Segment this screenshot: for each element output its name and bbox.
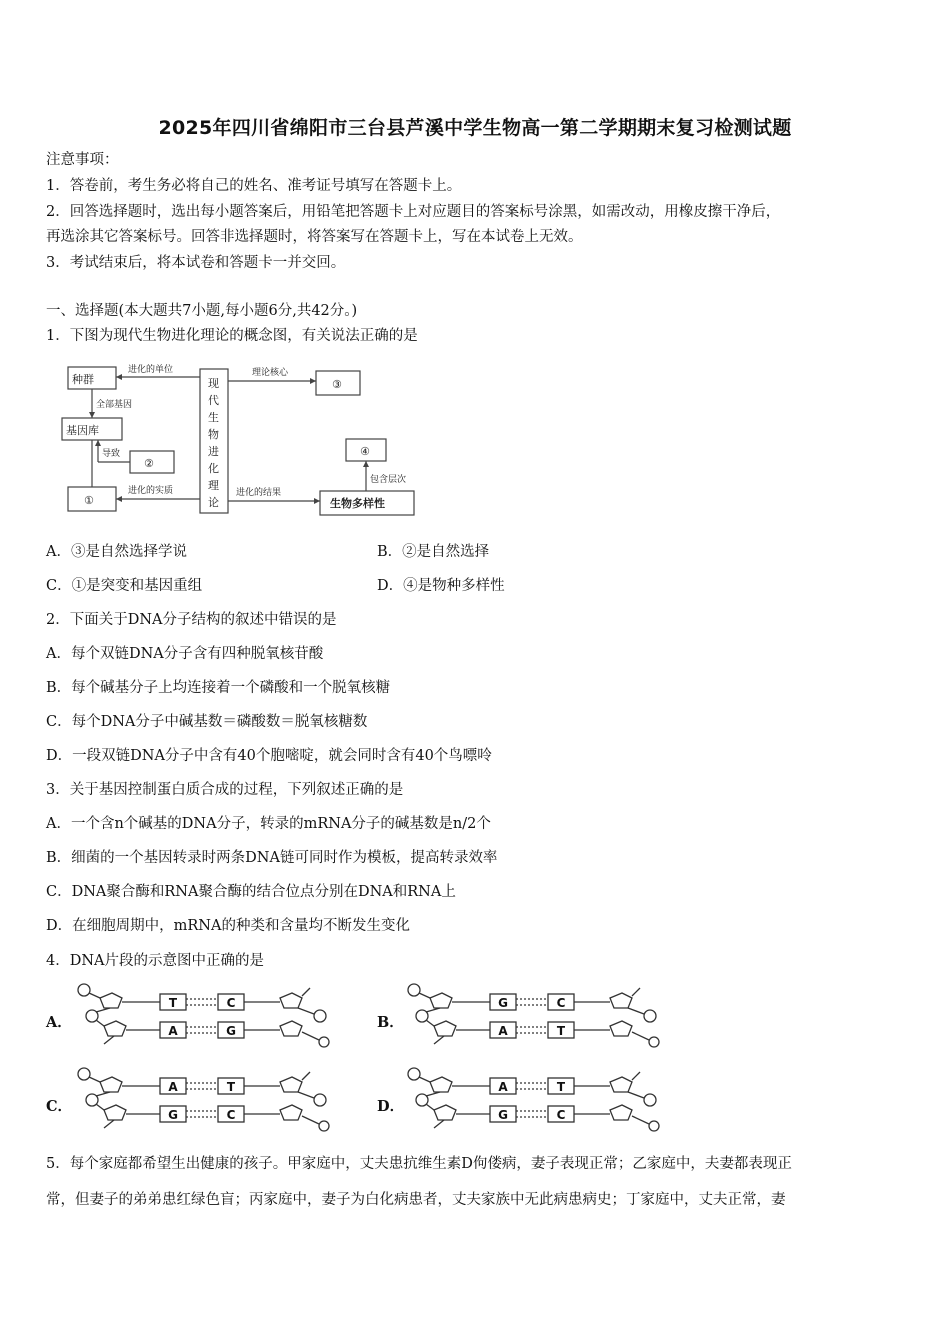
- base-text: T: [168, 996, 178, 1010]
- leads-to-label: 导致: [102, 449, 121, 459]
- q4-option-a-dna[interactable]: [74, 982, 334, 1048]
- q2-option-b[interactable]: B．每个碱基分子上均连接着一个磷酸和一个脱氧核糖: [46, 680, 391, 696]
- q1-option-c[interactable]: C．①是突变和基因重组: [46, 578, 203, 594]
- center-char-1: 现: [208, 377, 219, 390]
- q4-stem: 4．DNA片段的示意图中正确的是: [46, 953, 265, 969]
- center-char-7: 理: [208, 479, 219, 492]
- q2-option-c[interactable]: C．每个DNA分子中碱基数＝磷酸数＝脱氧核糖数: [46, 714, 368, 730]
- theory-core-label: 理论核心: [252, 368, 289, 378]
- q4-option-d-label[interactable]: D．: [377, 1098, 405, 1115]
- base-text: T: [556, 1024, 566, 1038]
- q4-option-b-dna[interactable]: [404, 982, 664, 1048]
- base-text: A: [498, 1080, 508, 1094]
- gene-pool-text: 基因库: [66, 424, 99, 437]
- q4-option-c-dna[interactable]: [74, 1066, 334, 1132]
- notice-heading: 注意事项：: [46, 152, 119, 168]
- base-text: G: [226, 1024, 236, 1038]
- box-2-text: ②: [144, 457, 154, 470]
- q1-option-d[interactable]: D．④是物种多样性: [377, 578, 505, 594]
- q2-option-a[interactable]: A．每个双链DNA分子含有四种脱氧核苷酸: [46, 646, 324, 662]
- q5-line-1: 5．每个家庭都希望生出健康的孩子。甲家庭中，丈夫患抗维生素D佝偻病，妻子表现正常；乙家庭中，夫妻都表现正: [46, 1156, 792, 1172]
- base-text: C: [556, 1108, 566, 1122]
- base-text: G: [498, 1108, 508, 1122]
- q4-option-d-dna[interactable]: [404, 1066, 664, 1132]
- center-char-6: 化: [208, 462, 219, 475]
- diversity-text: 生物多样性: [330, 497, 385, 510]
- base-text: G: [168, 1108, 178, 1122]
- box-4-text: ④: [360, 445, 370, 458]
- base-text: C: [226, 1108, 236, 1122]
- q1-option-a[interactable]: A．③是自然选择学说: [46, 544, 187, 560]
- q2-option-d[interactable]: D．一段双链DNA分子中含有40个胞嘧啶，就会同时含有40个鸟嘌呤: [46, 748, 492, 764]
- base-text: A: [168, 1024, 178, 1038]
- notice-item-1: 1．答卷前，考生务必将自己的姓名、准考证号填写在答题卡上。: [46, 178, 462, 194]
- q3-stem: 3．关于基因控制蛋白质合成的过程，下列叙述正确的是: [46, 782, 404, 798]
- base-text: T: [226, 1080, 236, 1094]
- base-text: G: [498, 996, 508, 1010]
- q3-option-d[interactable]: D．在细胞周期中，mRNA的种类和含量均不断发生变化: [46, 918, 410, 934]
- center-char-3: 生: [208, 411, 219, 424]
- q4-option-a-label[interactable]: A．: [46, 1014, 72, 1031]
- center-char-8: 论: [208, 496, 219, 509]
- levels-label: 包含层次: [370, 475, 407, 485]
- box-1-text: ①: [84, 494, 94, 507]
- base-text: A: [498, 1024, 508, 1038]
- base-text: T: [556, 1080, 566, 1094]
- base-text: C: [556, 996, 566, 1010]
- q3-option-b[interactable]: B．细菌的一个基因转录时两条DNA链可同时作为模板，提高转录效率: [46, 850, 498, 866]
- base-text: C: [226, 996, 236, 1010]
- q5-line-2: 常，但妻子的弟弟患红绿色盲；丙家庭中，妻子为白化病患者，丈夫家族中无此病患病史；丁家庭中，丈夫正常，妻: [46, 1192, 786, 1208]
- base-text: A: [168, 1080, 178, 1094]
- q3-option-c[interactable]: C．DNA聚合酶和RNA聚合酶的结合位点分别在DNA和RNA上: [46, 884, 456, 900]
- center-char-5: 进: [208, 445, 219, 458]
- q1-option-b[interactable]: B．②是自然选择: [377, 544, 490, 560]
- q1-stem: 1．下图为现代生物进化理论的概念图，有关说法正确的是: [46, 328, 418, 344]
- box-3-text: ③: [332, 378, 342, 391]
- result-label: 进化的结果: [236, 488, 282, 498]
- all-genes-label: 全部基因: [96, 400, 133, 410]
- q4-option-b-label[interactable]: B．: [377, 1014, 404, 1031]
- notice-item-2: 2．回答选择题时，选出每小题答案后，用铅笔把答题卡上对应题目的答案标号涂黑，如需改动，用橡皮擦干净后，: [46, 204, 781, 220]
- center-char-2: 代: [208, 394, 219, 407]
- population-text: 种群: [72, 373, 94, 386]
- page-title: 2025年四川省绵阳市三台县芦溪中学生物高一第二学期期末复习检测试题: [158, 117, 792, 139]
- center-char-4: 物: [208, 428, 219, 441]
- evolution-concept-diagram: [58, 355, 428, 520]
- notice-item-3: 3．考试结束后，将本试卷和答题卡一并交回。: [46, 255, 346, 271]
- essence-label: 进化的实质: [128, 486, 174, 496]
- q3-option-a[interactable]: A．一个含n个碱基的DNA分子，转录的mRNA分子的碱基数是n/2个: [46, 816, 491, 832]
- unit-label: 进化的单位: [128, 365, 174, 375]
- q2-stem: 2．下面关于DNA分子结构的叙述中错误的是: [46, 612, 337, 628]
- notice-item-2-cont: 再选涂其它答案标号。回答非选择题时，将答案写在答题卡上，写在本试卷上无效。: [46, 229, 583, 245]
- q4-option-c-label[interactable]: C．: [46, 1098, 73, 1115]
- section-heading: 一、选择题(本大题共7小题,每小题6分,共42分。): [46, 303, 358, 319]
